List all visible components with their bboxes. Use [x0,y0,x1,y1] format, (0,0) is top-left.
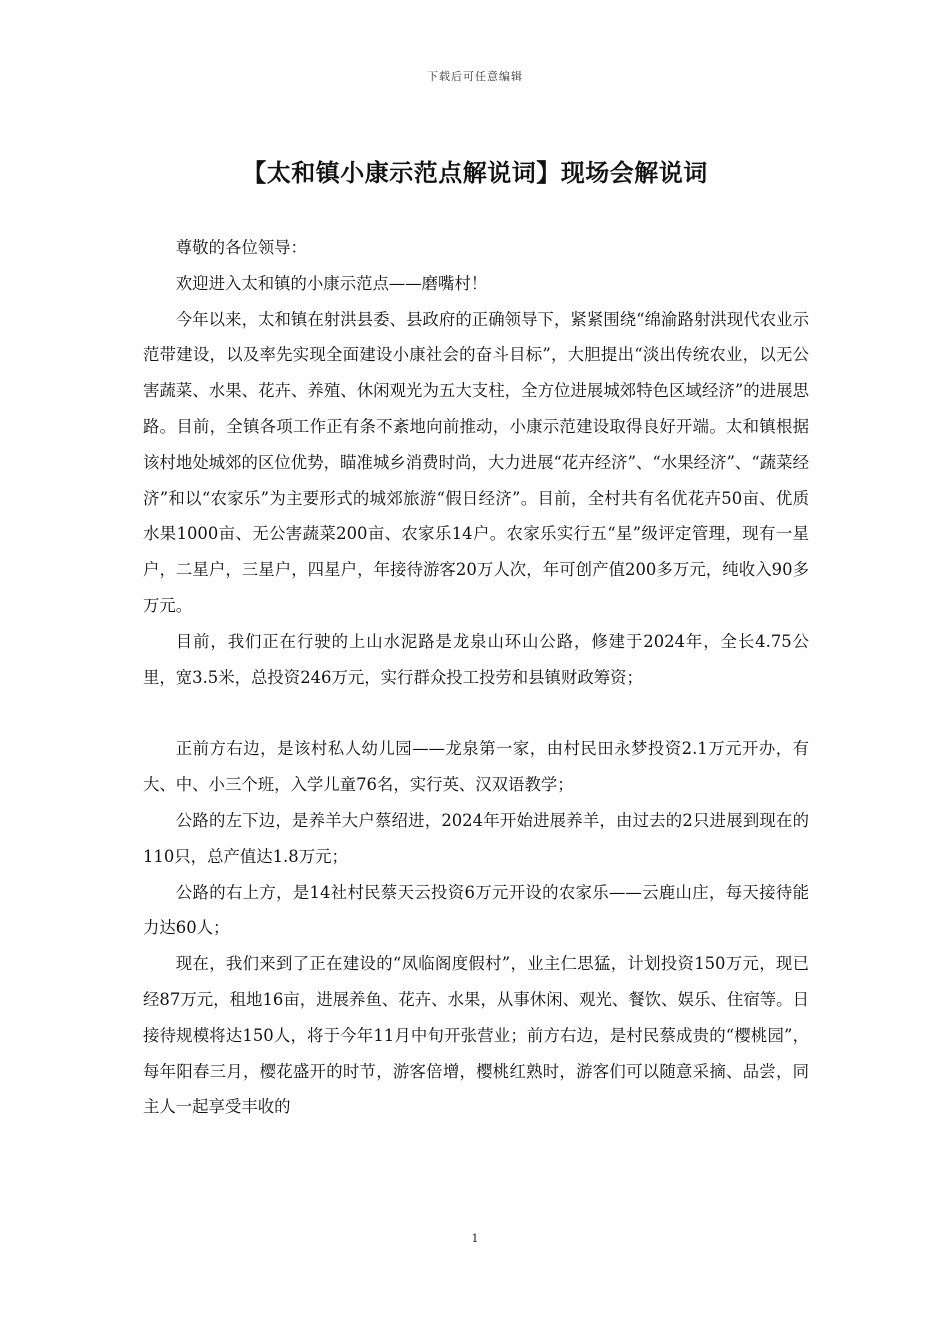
paragraph-resort: 现在，我们来到了正在建设的“凤临阁度假村”，业主仁思猛，计划投资150万元，现已经87万元，租地16亩，进展养鱼、花卉、水果，从事休闲、观光、餐饮、娱乐、住宿等。日接待规模将达150人，将于今年11月中旬开张营业；前方右边，是村民蔡成贵的“樱桃园”，每年阳春三月，樱花盛开的时节，游客倍增，樱桃红熟时，游客们可以随意采摘、品尝，同主人一起享受丰收的 [143,954,809,1117]
paragraph-road: 目前，我们正在行驶的上山水泥路是龙泉山环山公路，修建于2024年，全长4.75公里，宽3.5米，总投资246万元，实行群众投工投劳和县镇财政筹资； [143,631,809,687]
paragraph-farmhouse: 公路的右上方，是14社村民蔡天云投资6万元开设的农家乐——云鹿山庄，每天接待能力达60人； [143,882,809,938]
paragraph-kindergarten: 正前方右边，是该村私人幼儿园——龙泉第一家，由村民田永梦投资2.1万元开办，有大、中、小三个班，入学儿童76名，实行英、汉双语教学； [143,739,809,795]
document-title: 【太和镇小康示范点解说词】现场会解说词 [242,158,708,187]
page-header-note: 下载后可任意编辑 [427,70,523,83]
paragraph-sheep-farmer: 公路的左下边，是养羊大户蔡绍进，2024年开始进展养羊，由过去的2只进展到现在的110只，总产值达1.8万元； [143,810,809,866]
paragraph-salutation: 尊敬的各位领导： [175,238,307,257]
document-body [143,230,809,1125]
paragraph-overview: 今年以来，太和镇在射洪县委、县政府的正确领导下，紧紧围绕“绵渝路射洪现代农业示范带建设，以及率先实现全面建设小康社会的奋斗目标”，大胆提出“淡出传统农业，以无公害蔬菜、水果、花卉、养殖、休闲观光为五大支柱，全方位进展城郊特色区域经济”的进展思路。目前，全镇各项工作正有条不紊地向前推动，小康示范建设取得良好开端。太和镇根据该村地处城郊的区位优势，瞄准城乡消费时尚，大力进展“花卉经济”、“水果经济”、“蔬菜经济”和以“农家乐”为主要形式的城郊旅游“假日经济”。目前，全村共有名优花卉50亩、优质水果1000亩、无公害蔬菜200亩、农家乐14户。农家乐实行五“星”级评定管理，现有一星户，二星户，三星户，四星户，年接待游客20万人次，年可创产值200多万元，纯收入90多万元。 [143,309,809,615]
paragraph-welcome: 欢迎进入太和镇的小康示范点——磨嘴村！ [175,273,488,293]
page-number: 1 [471,1232,479,1245]
